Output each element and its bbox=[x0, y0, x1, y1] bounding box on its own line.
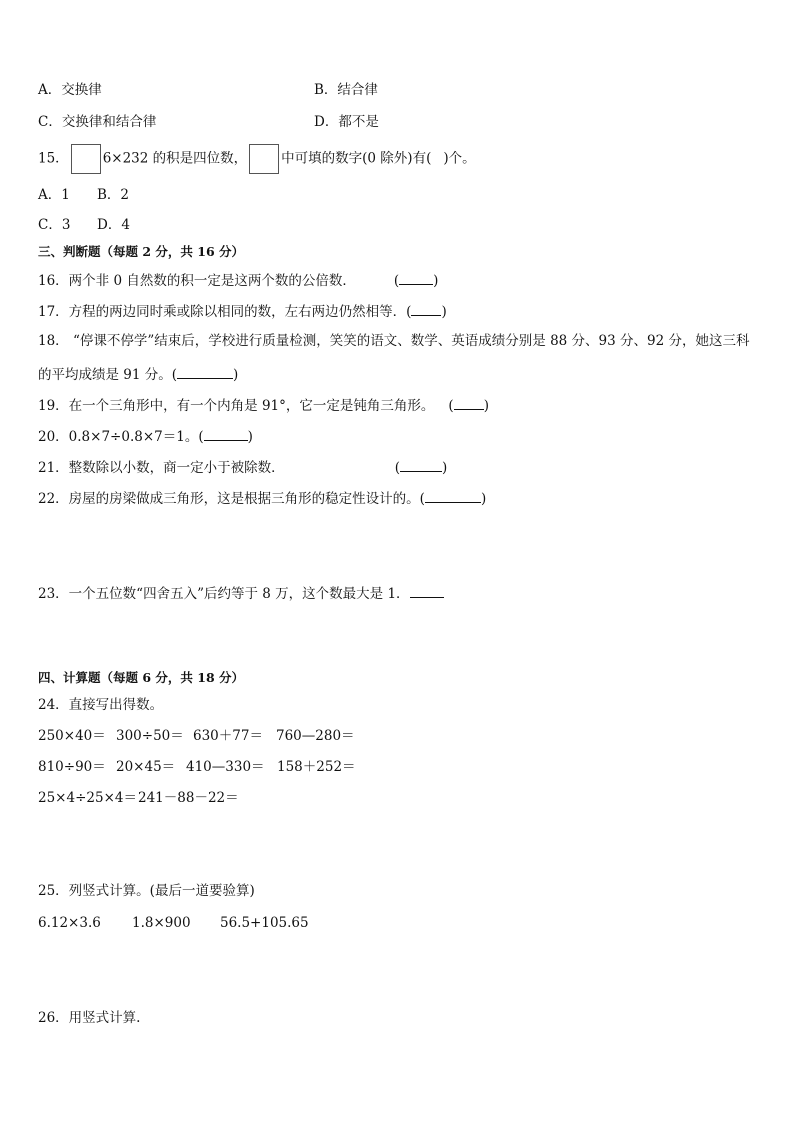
q22-text: 22．房屋的房梁做成三角形，这是根据三角形的稳定性设计的。( bbox=[38, 491, 425, 507]
q25-item3: 56.5+105.65 bbox=[220, 915, 309, 931]
q14-option-c: C．交换律和结合律 bbox=[38, 114, 157, 130]
q15-option-a: A．1 bbox=[38, 187, 70, 203]
q24-row3-item1: 25×4÷25×4＝ bbox=[38, 790, 137, 806]
question-18-line1: 18． “停课不停学”结束后，学校进行质量检测，笑笑的语文、数学、英语成绩分别是 88 分、93 分、92 分，她这三科 bbox=[38, 333, 750, 349]
q19-text: 19．在一个三角形中，有一个内角是 91°，它一定是钝角三角形。 bbox=[38, 398, 435, 414]
q14-option-b: B．结合律 bbox=[314, 82, 378, 98]
question-19 bbox=[38, 397, 489, 414]
question-16 bbox=[38, 272, 438, 289]
q16-paren-open: ( bbox=[393, 273, 400, 289]
q15-answer-box-1[interactable] bbox=[71, 144, 101, 174]
question-20 bbox=[38, 428, 253, 445]
q21-paren-open: ( bbox=[394, 460, 400, 476]
q14-option-a: A．交换律 bbox=[38, 82, 102, 98]
q23-text: 23．一个五位数“四舍五入”后约等于 8 万，这个数最大是 1． bbox=[38, 586, 410, 602]
question-23 bbox=[38, 585, 444, 602]
q24-row1-item1: 250×40＝ bbox=[38, 728, 106, 744]
q24-row3-item2: 241－88－22＝ bbox=[138, 790, 239, 806]
q19-answer-blank[interactable] bbox=[454, 397, 484, 410]
q20-answer-blank[interactable] bbox=[204, 428, 248, 441]
q15-option-b: B．2 bbox=[97, 187, 130, 203]
q19-paren-open: ( bbox=[448, 398, 454, 414]
q20-text: 20．0.8×7÷0.8×7＝1。( bbox=[38, 429, 204, 445]
q24-row2-item4: 158＋252＝ bbox=[277, 759, 356, 775]
section-4-title: 四、计算题（每题 6 分，共 18 分） bbox=[38, 670, 245, 685]
q18-text: 的平均成绩是 91 分。( bbox=[38, 367, 178, 383]
section-3-title: 三、判断题（每题 2 分，共 16 分） bbox=[38, 244, 245, 259]
q24-row1-item3: 630＋77＝ bbox=[193, 728, 263, 744]
q21-paren-close: ) bbox=[441, 460, 448, 476]
q15-option-d: D．4 bbox=[97, 217, 130, 233]
q21-answer-blank[interactable] bbox=[400, 459, 442, 472]
q21-text: 21．整数除以小数，商一定小于被除数． bbox=[38, 460, 285, 476]
q17-text: 17．方程的两边同时乘或除以相同的数，左右两边仍然相等．( bbox=[38, 304, 412, 320]
q24-row2-item3: 410—330＝ bbox=[186, 759, 265, 775]
question-21 bbox=[38, 459, 447, 476]
q17-answer-blank[interactable] bbox=[411, 303, 441, 316]
q14-option-d: D．都不是 bbox=[314, 114, 379, 130]
q15-answer-box-2[interactable] bbox=[249, 144, 279, 174]
q23-answer-blank[interactable] bbox=[410, 585, 444, 598]
q22-answer-blank[interactable] bbox=[425, 490, 481, 503]
q24-row1-item2: 300÷50＝ bbox=[116, 728, 184, 744]
q25-item1: 6.12×3.6 bbox=[38, 915, 101, 931]
q15-text-part2: 中可填的数字(0 除外)有( bbox=[281, 150, 432, 167]
q24-row1-item4: 760—280＝ bbox=[276, 728, 355, 744]
q15-option-c: C．3 bbox=[38, 217, 71, 233]
q25-item2: 1.8×900 bbox=[132, 915, 191, 931]
q16-paren-close: ) bbox=[433, 273, 439, 289]
q18-answer-blank[interactable] bbox=[177, 366, 233, 379]
q18-paren-close: ) bbox=[233, 367, 239, 383]
question-25: 25．列竖式计算。(最后一道要验算) bbox=[38, 883, 255, 899]
question-17 bbox=[38, 303, 447, 320]
question-18-line2 bbox=[38, 366, 238, 383]
q15-number: 15． bbox=[38, 150, 69, 167]
q17-paren-close: ) bbox=[441, 304, 447, 320]
q20-paren-close: ) bbox=[247, 429, 253, 445]
q19-paren-close: ) bbox=[483, 398, 489, 414]
question-15 bbox=[38, 144, 476, 174]
question-22 bbox=[38, 490, 486, 507]
q24-row2-item2: 20×45＝ bbox=[116, 759, 176, 775]
question-26: 26．用竖式计算. bbox=[38, 1010, 141, 1026]
q16-answer-blank[interactable] bbox=[399, 272, 433, 285]
q24-row2-item1: 810÷90＝ bbox=[38, 759, 106, 775]
q22-paren-close: ) bbox=[480, 491, 487, 507]
q15-text-part1: 6×232 的积是四位数， bbox=[102, 150, 248, 167]
question-24: 24．直接写出得数。 bbox=[38, 697, 164, 713]
q16-text: 16．两个非 0 自然数的积一定是这两个数的公倍数． bbox=[38, 273, 356, 289]
q15-text-part3: )个。 bbox=[443, 150, 476, 167]
